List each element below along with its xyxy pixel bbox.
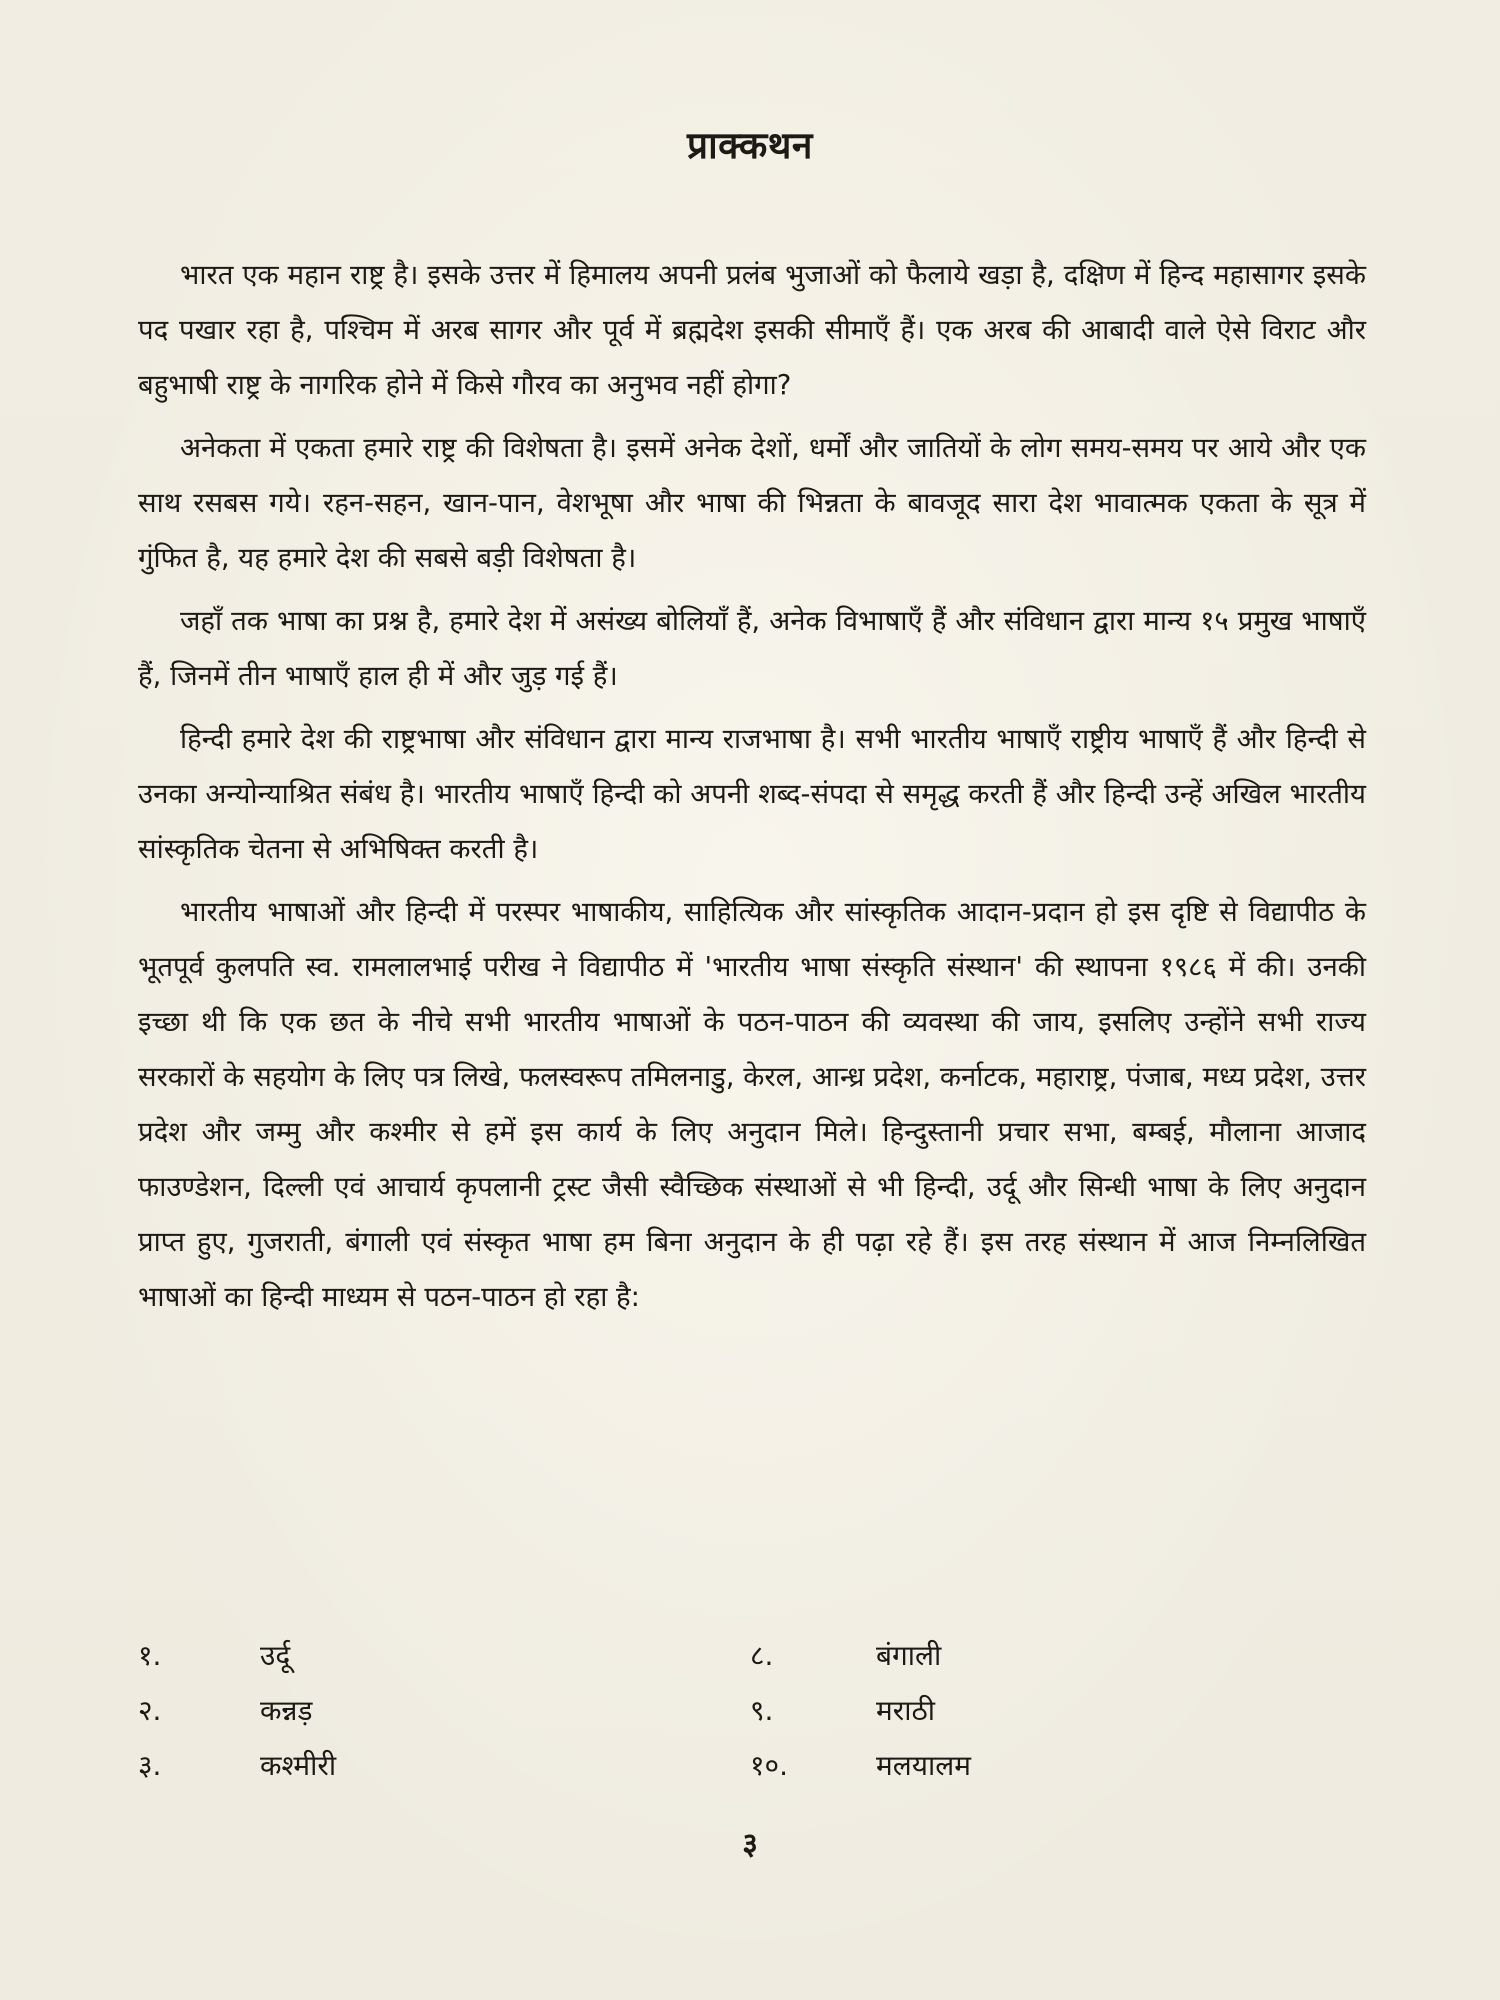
page-number: ३ <box>742 1827 758 1862</box>
list-item-language: कन्नड़ <box>260 1694 313 1727</box>
language-list <box>138 1628 1366 1793</box>
list-item-number: १०. <box>750 1749 789 1782</box>
list-item-number: ३. <box>138 1749 162 1782</box>
list-item-number: ८. <box>750 1639 774 1672</box>
list-item-language: मलयालम <box>876 1749 971 1782</box>
list-item-number: २. <box>138 1694 162 1727</box>
list-item <box>138 1628 1366 1683</box>
paragraph-5: भारतीय भाषाओं और हिन्दी में परस्पर भाषाकीय, साहित्यिक और सांस्कृतिक आदान-प्रदान हो इस दृष्टि से विद्यापीठ के भूतपूर्व कुलपति स्व. रामलालभाई परीख ने विद्यापीठ में 'भारतीय भाषा संस्कृति संस्थान' की स्थापना १९८६ में की। उनकी इच्छा थी कि एक छत के नीचे सभी भारतीय भाषाओं के पठन-पाठन की व्यवस्था की जाय, इसलिए उन्होंने सभी राज्य सरकारों के सहयोग के लिए पत्र लिखे, फलस्वरूप तमिलनाडु, केरल, आन्ध्र प्रदेश, कर्नाटक, महाराष्ट्र, पंजाब, मध्य प्रदेश, उत्तर प्रदेश और जम्मु और कश्मीर से हमें इस कार्य के लिए अनुदान मिले। हिन्दुस्तानी प्रचार सभा, बम्बई, मौलाना आजाद फाउण्डेशन, दिल्ली एवं आचार्य कृपलानी ट्रस्ट जैसी स्वैच्छिक संस्थाओं से भी हिन्दी, उर्दू और सिन्धी भाषा के लिए अनुदान प्राप्त हुए, गुजराती, बंगाली एवं संस्कृत भाषा हम बिना अनुदान के ही पढ़ा रहे हैं। इस तरह संस्थान में आज निम्नलिखित भाषाओं का हिन्दी माध्यम से पठन-पाठन हो रहा है: <box>138 896 1366 1313</box>
list-item-number: १. <box>138 1639 162 1672</box>
paragraph-1: भारत एक महान राष्ट्र है। इसके उत्तर में हिमालय अपनी प्रलंब भुजाओं को फैलाये खड़ा है, दक्षिण में हिन्द महासागर इसके पद पखार रहा है, पश्चिम में अरब सागर और पूर्व में ब्रह्मदेश इसकी सीमाएँ हैं। एक अरब की आबादी वाले ऐसे विराट और बहुभाषी राष्ट्र के नागरिक होने में किसे गौरव का अनुभव नहीं होगा? <box>138 259 1366 401</box>
list-item <box>138 1683 1366 1738</box>
paragraph-3: जहाँ तक भाषा का प्रश्न है, हमारे देश में असंख्य बोलियाँ हैं, अनेक विभाषाएँ हैं और संविधान द्वारा मान्य १५ प्रमुख भाषाएँ हैं, जिनमें तीन भाषाएँ हाल ही में और जुड़ गई हैं। <box>138 605 1366 692</box>
list-item-language: मराठी <box>876 1694 935 1727</box>
list-item-language: उर्दू <box>260 1639 291 1672</box>
list-item-language: बंगाली <box>876 1639 942 1672</box>
preface-body <box>138 248 1366 1333</box>
list-item-language: कश्मीरी <box>260 1749 337 1782</box>
paragraph-2: अनेकता में एकता हमारे राष्ट्र की विशेषता है। इसमें अनेक देशों, धर्मों और जातियों के लोग समय-समय पर आये और एक साथ रसबस गये। रहन-सहन, खान-पान, वेशभूषा और भाषा की भिन्नता के बावजूद सारा देश भावात्मक एकता के सूत्र में गुंफित है, यह हमारे देश की सबसे बड़ी विशेषता है। <box>138 432 1366 574</box>
list-item <box>138 1738 1366 1793</box>
page-title: प्राक्कथन <box>687 124 813 167</box>
paragraph-4: हिन्दी हमारे देश की राष्ट्रभाषा और संविधान द्वारा मान्य राजभाषा है। सभी भारतीय भाषाएँ राष्ट्रीय भाषाएँ हैं और हिन्दी से उनका अन्योन्याश्रित संबंध है। भारतीय भाषाएँ हिन्दी को अपनी शब्द-संपदा से समृद्ध करती हैं और हिन्दी उन्हें अखिल भारतीय सांस्कृतिक चेतना से अभिषिक्त करती है। <box>138 723 1366 865</box>
list-item-number: ९. <box>750 1694 774 1727</box>
